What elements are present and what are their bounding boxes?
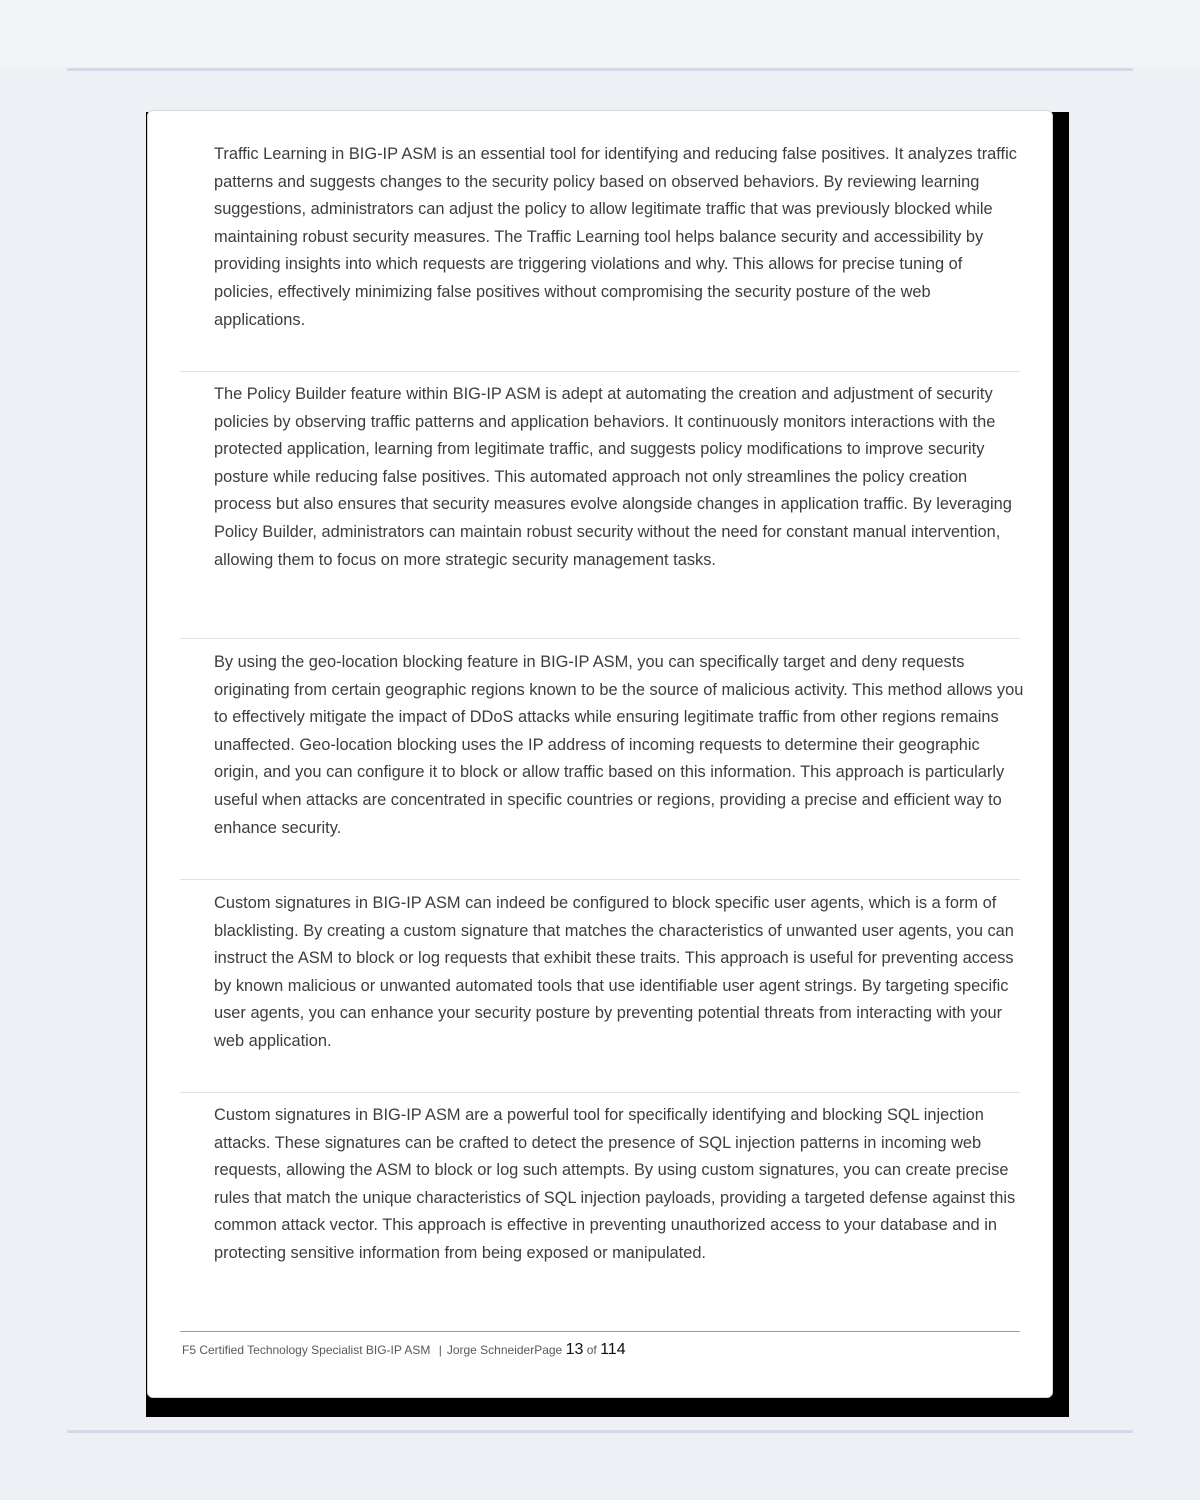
footer-rule: [180, 1331, 1020, 1332]
paragraph-policy-builder: The Policy Builder feature within BIG-IP ASM is adept at automating the creation and adjustment of security policies by observing traffic patterns and application behaviors. It continuously monitors interactions with the protected application, learning from legitimate traffic, and suggests policy modifications to improve security posture while reducing false positives. This automated approach not only streamlines the policy creation process but also ensures that security measures evolve alongside changes in application traffic. By leveraging Policy Builder, administrators can maintain robust security without the need for constant manual intervention, allowing them to focus on more strategic security management tasks.: [214, 385, 1012, 569]
paragraph-user-agents: Custom signatures in BIG-IP ASM can indeed be configured to block specific user agents, which is a form of blacklisting. By creating a custom signature that matches the characteristics of unwanted user agents, you can instruct the ASM to block or log requests that exhibit these traits. This approach is useful for preventing access by known malicious or unwanted automated tools that use identifiable user agent strings. By targeting specific user agents, you can enhance your security posture by preventing potential threats from interacting with your web application.: [214, 894, 1014, 1050]
paragraph-divider: [180, 638, 1020, 639]
viewer-bottom-rule: [67, 1430, 1133, 1433]
paragraph-divider: [180, 371, 1020, 372]
page-footer: [182, 1341, 626, 1359]
footer-of-label: of: [586, 1343, 597, 1357]
footer-title: F5 Certified Technology Specialist BIG-IP ASM: [182, 1343, 431, 1357]
paragraph-divider: [180, 1092, 1020, 1093]
paragraph-traffic-learning: Traffic Learning in BIG-IP ASM is an essential tool for identifying and reducing false positives. It analyzes traffic patterns and suggests changes to the security policy based on observed behaviors. By reviewing learning suggestions, administrators can adjust the policy to allow legitimate traffic that was previously blocked while maintaining robust security measures. The Traffic Learning tool helps balance security and accessibility by providing insights into which requests are triggering violations and why. This allows for precise tuning of policies, effectively minimizing false positives without compromising the security posture of the web applications.: [214, 145, 1017, 329]
footer-separator: |: [438, 1343, 442, 1357]
paragraph-divider: [180, 879, 1020, 880]
paragraph-geo-location: By using the geo-location blocking feature in BIG-IP ASM, you can specifically target and deny requests originating from certain geographic regions known to be the source of malicious activity. This method allows you to effectively mitigate the impact of DDoS attacks while ensuring legitimate traffic from other regions remains unaffected. Geo-location blocking uses the IP address of incoming requests to determine their geographic origin, and you can configure it to block or allow traffic based on this information. This approach is particularly useful when attacks are concentrated in specific countries or regions, providing a precise and efficient way to enhance security.: [214, 653, 1024, 837]
footer-page-label: Page: [534, 1343, 563, 1357]
footer-current-page: 13: [565, 1341, 584, 1358]
viewer-top-band: [0, 0, 1200, 68]
footer-total-pages: 114: [600, 1341, 626, 1358]
footer-author: Jorge Schneider: [446, 1343, 535, 1357]
paragraph-sql-injection: Custom signatures in BIG-IP ASM are a powerful tool for specifically identifying and blocking SQL injection attacks. These signatures can be crafted to detect the presence of SQL injection patterns in incoming web requests, allowing the ASM to block or log such attempts. By using custom signatures, you can create precise rules that match the unique characteristics of SQL injection payloads, providing a targeted defense against this common attack vector. This approach is effective in preventing unauthorized access to your database and in protecting sensitive information from being exposed or manipulated.: [214, 1106, 1016, 1262]
document-page: [147, 110, 1053, 1398]
viewer-top-rule: [67, 68, 1133, 71]
